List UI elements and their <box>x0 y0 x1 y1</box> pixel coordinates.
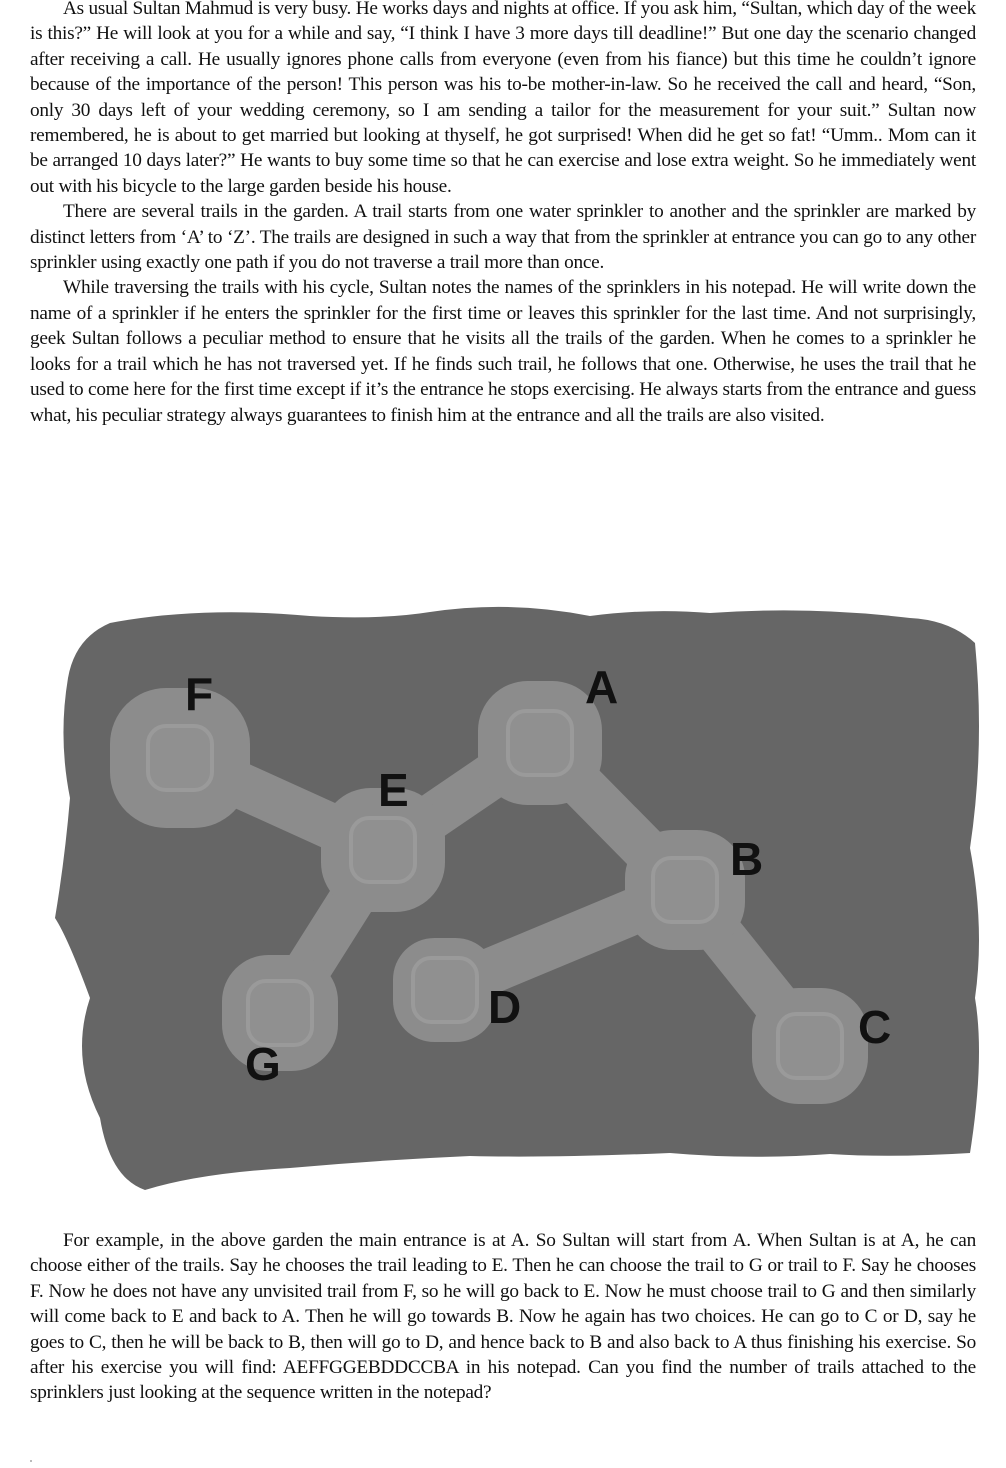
paragraph-intro: As usual Sultan Mahmud is very busy. He works days and nights at office. If you ask him, “Sultan, which day of the week is this?” He will look at you for a while and say, “I think I have 3 more days till deadline!” But one day the scenario changed after receiving a call. He usually ignores phone calls from everyone (even from his fiance) but this time he couldn’t ignore because of the importance of the person! This person was his to-be mother-in-law. So he received the call and heard, “Son, only 30 days left of your wedding ceremony, so I am sending a tailor for the measurement for your suit.” Sultan now remembered, he is about to get married but looking at thyself, he got surprised! When did he get so fat! “Umm.. Mom can it be arranged 10 days later?” He wants to buy some time so that he can exercise and lose extra weight. So he immediately went out with his bicycle to the large garden beside his house. <box>30 0 976 197</box>
sprinkler-head-icon <box>508 711 572 775</box>
sprinkler-label-E: E <box>378 764 409 816</box>
sprinkler-A <box>478 681 602 805</box>
garden-svg <box>50 598 990 1192</box>
paragraph-trails: There are several trails in the garden. A trail starts from one water sprinkler to another and the sprinkler are marked by distinct letters from ‘A’ to ‘Z’. The trails are designed in such a way that from the sprinkler at entrance you can go to any other sprinkler using exactly one path if you do not traverse a trail more than once. <box>30 201 976 274</box>
sprinkler-head-icon <box>148 726 212 790</box>
garden-diagram <box>50 598 990 1192</box>
sprinkler-label-D: D <box>488 981 522 1033</box>
sprinkler-label-G: G <box>245 1038 281 1090</box>
sprinkler-label-F: F <box>185 668 214 720</box>
sprinkler-C <box>752 988 868 1104</box>
text-block-bottom <box>30 1228 976 1406</box>
paragraph-example: For example, in the above garden the main entrance is at A. So Sultan will start from A. When Sultan is at A, he can choose either of the trails. Say he chooses the trail leading to E. Then he can choose the trail to G or trail to F. Say he chooses F. Now he does not have any unvisited trail from F, so he will go back to E. Now he must choose trail to G and then similarly will come back to E and back to A. Then he will go towards B. Now he again has two choices. He can go to C or D, say he goes to C, then he will be back to B, then will go to D, and hence back to B and also back to A thus finishing his exercise. So after his exercise you will find: AEFFGGEBDDCCBA in his notepad. Can you find the number of trails attached to the sprinklers just looking at the sequence written in the notepad? <box>30 1230 976 1404</box>
sprinkler-label-A: A <box>585 661 619 713</box>
sprinkler-head-icon <box>653 858 717 922</box>
sprinkler-head-icon <box>351 818 415 882</box>
page-mark <box>30 1460 32 1462</box>
paragraph-strategy: While traversing the trails with his cycle, Sultan notes the names of the sprinklers in his notepad. He will write down the name of a sprinkler if he enters the sprinkler for the first time or leaves this sprinkler for the last time. And not surprisingly, geek Sultan follows a peculiar method to ensure that he visits all the trails of the garden. When he comes to a sprinkler he looks for a trail which he has not traversed yet. If he finds such trail, he follows that one. Otherwise, he uses the trail that he used to come here for the first time except if it’s the entrance he stops exercising. He always starts from the entrance and guess what, his peculiar strategy always guarantees to finish him at the entrance and all the trails are also visited. <box>30 277 976 426</box>
sprinkler-head-icon <box>778 1014 842 1078</box>
sprinkler-label-C: C <box>858 1001 892 1053</box>
sprinkler-D <box>393 938 497 1042</box>
sprinkler-head-icon <box>413 958 477 1022</box>
sprinkler-F <box>110 688 250 828</box>
sprinkler-B <box>625 830 745 950</box>
sprinkler-head-icon <box>248 981 312 1045</box>
text-block-top <box>30 0 976 428</box>
sprinkler-label-B: B <box>730 833 764 885</box>
